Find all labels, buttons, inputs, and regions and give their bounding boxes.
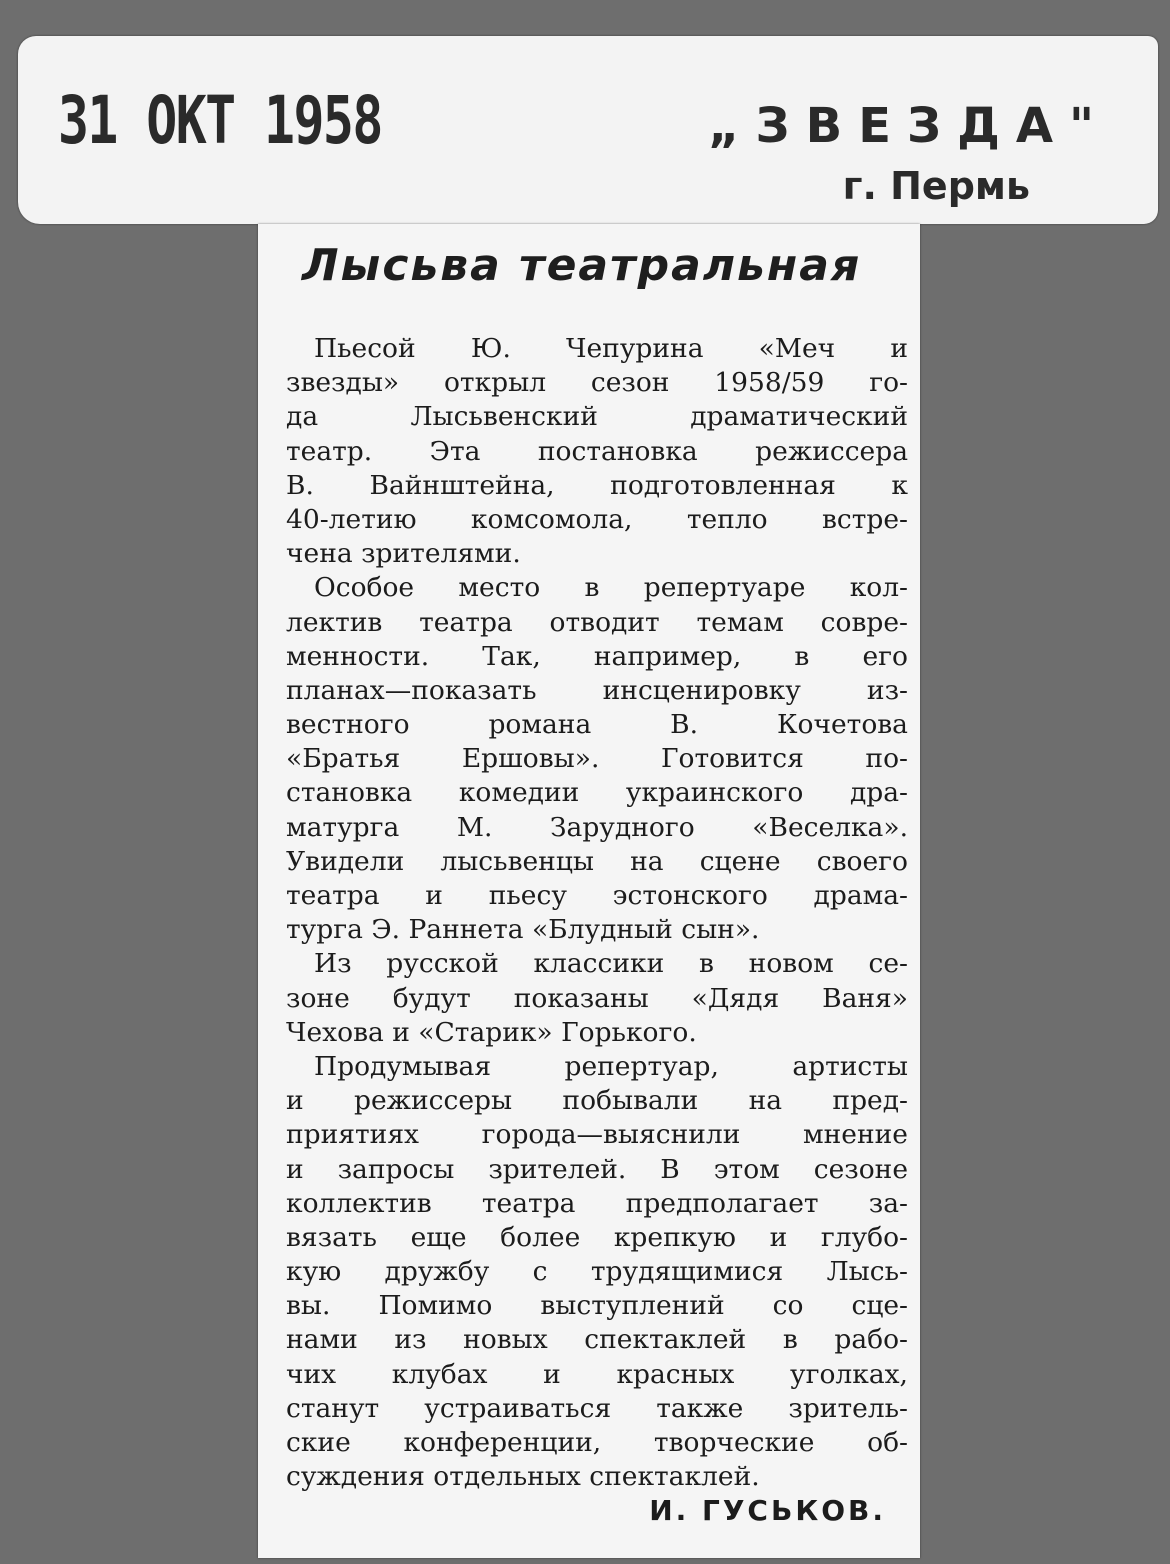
article-line: театр. Эта постановка режиссера — [286, 435, 908, 467]
article-body — [286, 332, 908, 1494]
article-author: И. ГУСЬКОВ. — [649, 1494, 886, 1527]
article-line: вязать еще более крепкую и глубо- — [286, 1221, 908, 1253]
article-line: приятиях города—выяснили мнение — [286, 1119, 908, 1151]
article-line: Чехова и «Старик» Горького. — [286, 1016, 697, 1048]
article-line: чена зрителями. — [286, 538, 521, 570]
article-line: коллектив театра предполагает за- — [286, 1187, 908, 1219]
article-line: вы. Помимо выступлений со сце- — [286, 1290, 908, 1322]
article-line: да Лысьвенский драматический — [286, 401, 908, 433]
article-line: 40-летию комсомола, тепло встре- — [286, 503, 908, 535]
article-line: звезды» открыл сезон 1958/59 го- — [286, 367, 908, 399]
article-line: Продумывая репертуар, артисты — [314, 1050, 908, 1082]
article-line: суждения отдельных спектаклей. — [286, 1461, 760, 1493]
article-line: ские конференции, творческие об- — [286, 1427, 908, 1458]
article-line: и запросы зрителей. В этом сезоне — [286, 1153, 908, 1185]
article-clipping — [258, 224, 920, 1558]
newspaper-name: „ЗВЕЗДА" — [707, 98, 1110, 154]
article-line: нами из новых спектаклей в рабо- — [286, 1324, 908, 1356]
article-line: планах—показать инсценировку из- — [286, 674, 908, 706]
article-line: чих клубах и красных уголках, — [286, 1358, 908, 1390]
article-line: Пьесой Ю. Чепурина «Меч и — [314, 333, 908, 364]
header-slip — [18, 36, 1158, 224]
article-line: и режиссеры побывали на пред- — [286, 1085, 908, 1117]
article-line: становка комедии украинского дра- — [286, 777, 908, 809]
article-title: Лысьва театральная — [302, 240, 862, 291]
article-line: вестного романа В. Кочетова — [286, 709, 908, 741]
date-stamp: 31 ОКТ 1958 — [58, 82, 382, 159]
article-line: Из русской классики в новом се- — [314, 948, 908, 980]
article-line: станут устраиваться также зритель- — [286, 1392, 908, 1424]
article-line: «Братья Ершовы». Готовится по- — [286, 743, 908, 775]
article-line: менности. Так, например, в его — [286, 640, 908, 672]
article-line: турга Э. Раннета «Блудный сын». — [286, 914, 760, 946]
article-line: Особое место в репертуаре кол- — [314, 572, 908, 604]
city-label: г. Пермь — [842, 164, 1030, 208]
article-line: В. Вайнштейна, подготовленная к — [286, 469, 908, 501]
article-line: зоне будут показаны «Дядя Ваня» — [286, 982, 908, 1014]
article-line: кую дружбу с трудящимися Лысь- — [286, 1256, 908, 1288]
article-line: лектив театра отводит темам совре- — [286, 606, 908, 638]
article-line: театра и пьесу эстонского драма- — [286, 880, 908, 911]
article-line: матурга М. Зарудного «Веселка». — [286, 811, 908, 843]
article-line: Увидели лысьвенцы на сцене своего — [286, 845, 908, 877]
